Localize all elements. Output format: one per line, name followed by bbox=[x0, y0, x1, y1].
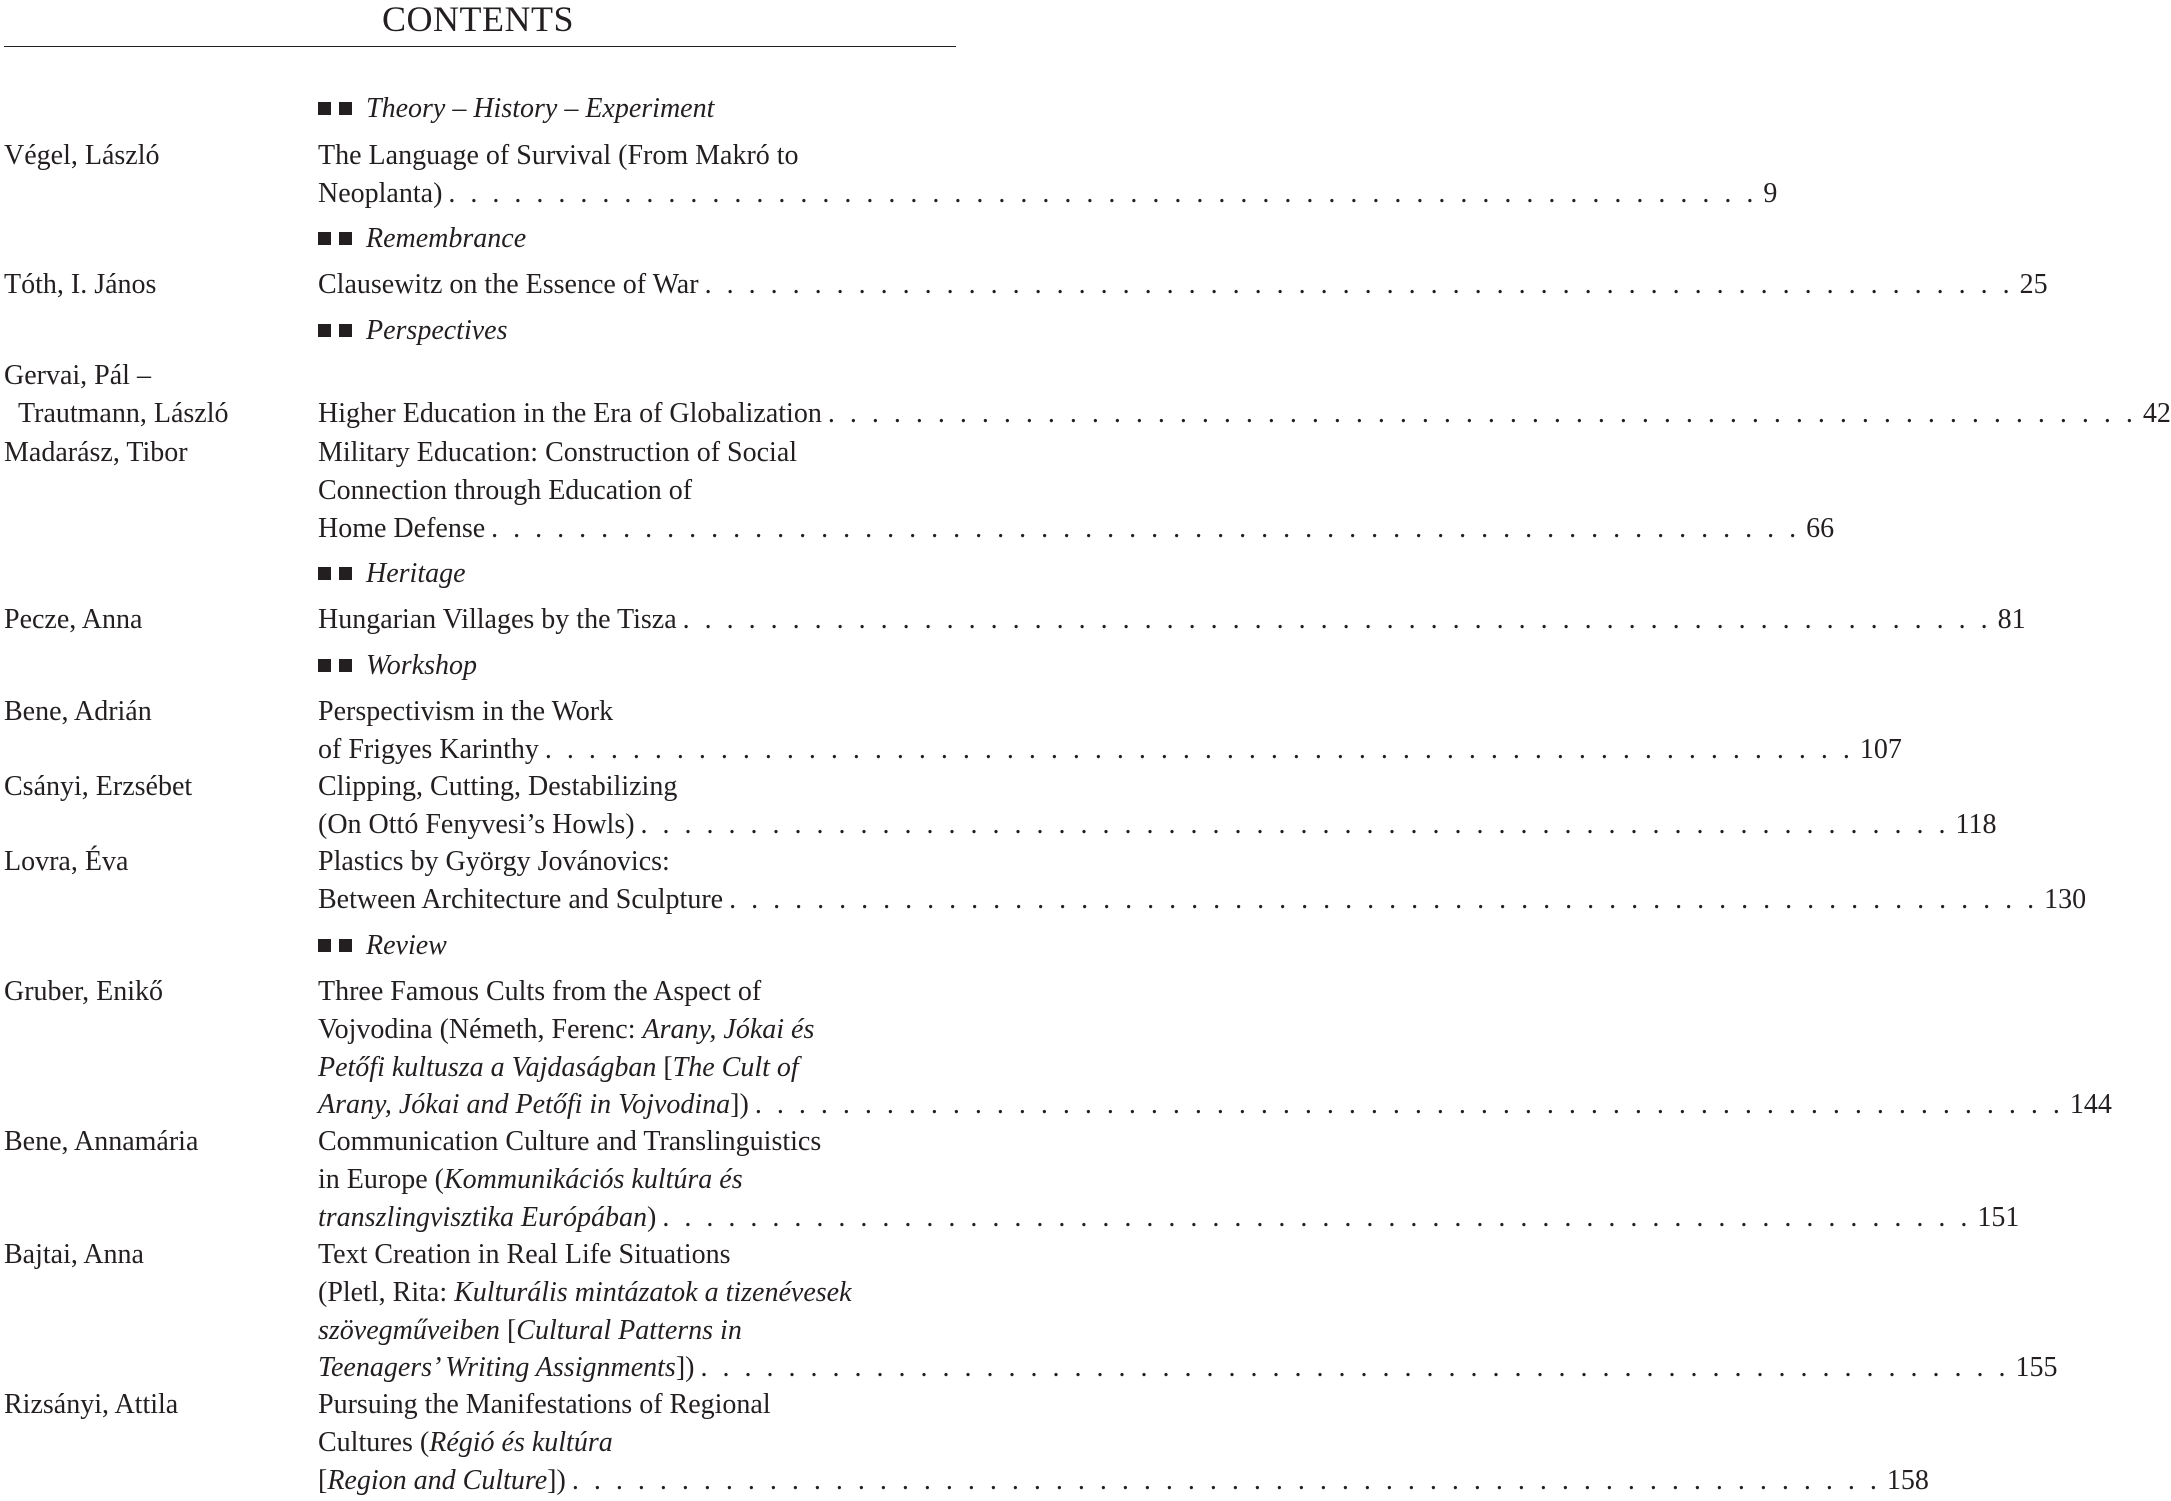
entry-title-text: Hungarian Villages by the Tisza bbox=[318, 604, 677, 635]
entry-title-italic: Teenagers’ Writing Assignments bbox=[318, 1352, 676, 1384]
bullet-square-icon bbox=[339, 567, 352, 580]
entry-title-italic: szövegműveiben bbox=[318, 1314, 500, 1346]
toc-entry-line bbox=[318, 1386, 956, 1424]
section-heading bbox=[318, 90, 714, 128]
entry-title-text: of Frigyes Karinthy bbox=[318, 733, 539, 765]
entry-title bbox=[318, 881, 723, 919]
toc-entry-last-line bbox=[318, 601, 2026, 639]
entry-title-text: Vojvodina (Németh, Ferenc: bbox=[318, 1013, 643, 1045]
dot-leader: . . . . . . . . . . . . . . . . . . . . . . . . . . . . . . . . . . . . . . . . . . . . . . . . . . . . . . . . . . . . bbox=[662, 1201, 1972, 1233]
entry-title-text: in Europe ( bbox=[318, 1163, 444, 1195]
toc-entry-line bbox=[318, 137, 956, 175]
toc-entry-line bbox=[318, 1161, 956, 1199]
entry-title-text: ) bbox=[647, 1201, 657, 1233]
toc-entry-line bbox=[318, 434, 956, 472]
bullet-square-icon bbox=[318, 567, 331, 580]
dot-leader: . . . . . . . . . . . . . . . . . . . . . . . . . . . . . . . . . . . . . . . . . . . . . . . . . . . . . . . . . . . . bbox=[827, 398, 2137, 429]
entry-title-text: Cultures ( bbox=[318, 1426, 430, 1458]
dot-leader: . . . . . . . . . . . . . . . . . . . . . . . . . . . . . . . . . . . . . . . . . . . . . . . . . . . . . . . . . . . . bbox=[544, 733, 1854, 765]
entry-title-italic: Petőfi kultusza a Vajdaságban bbox=[318, 1051, 657, 1083]
section-heading-label: Perspectives bbox=[366, 315, 508, 346]
entry-title-text: Neoplanta) bbox=[318, 177, 443, 209]
toc-entry-line bbox=[318, 768, 956, 806]
toc-entry-last-line bbox=[318, 1349, 2058, 1387]
title-rule bbox=[4, 46, 956, 47]
entry-title-text: ]) bbox=[675, 1352, 695, 1384]
section-heading bbox=[318, 555, 466, 593]
entry-title-text: (Pletl, Rita: bbox=[318, 1276, 455, 1308]
entry-title-text: Clausewitz on the Essence of War bbox=[318, 269, 699, 300]
dot-leader: . . . . . . . . . . . . . . . . . . . . . . . . . . . . . . . . . . . . . . . . . . . . . . . . . . . . . . . . . . . . bbox=[754, 1089, 2064, 1121]
entry-title-text: Three Famous Cults from the Aspect of bbox=[318, 976, 762, 1007]
toc-entry-line bbox=[318, 1236, 956, 1274]
bullet-square-icon bbox=[339, 324, 352, 337]
page-number: 66 bbox=[1806, 512, 1835, 544]
dot-leader: . . . . . . . . . . . . . . . . . . . . . . . . . . . . . . . . . . . . . . . . . . . . . . . . . . . . . . . . . . . . bbox=[704, 269, 2014, 300]
author-name: Tóth, I. János bbox=[4, 269, 157, 300]
toc-entry-line bbox=[318, 472, 956, 510]
toc-entry-last-line bbox=[318, 806, 1997, 844]
entry-title-text: Military Education: Construction of Social bbox=[318, 437, 798, 468]
entry-title-text: ]) bbox=[547, 1464, 566, 1496]
entry-title-text: Pursuing the Manifestations of Regional bbox=[318, 1389, 771, 1420]
entry-title-italic: Régió és kultúra bbox=[429, 1426, 613, 1458]
author-name: Trautmann, László bbox=[18, 397, 229, 429]
toc-entry-last-line bbox=[318, 510, 1835, 548]
page-number: 144 bbox=[2069, 1089, 2112, 1121]
author-name: Pecze, Anna bbox=[4, 604, 143, 635]
toc-entry-last-line bbox=[318, 1462, 1929, 1500]
section-heading bbox=[318, 220, 526, 258]
page-number: 158 bbox=[1886, 1464, 1929, 1496]
entry-title-italic: Kommunikációs kultúra és bbox=[443, 1163, 743, 1195]
page-number: 151 bbox=[1977, 1201, 2020, 1233]
page-number: 107 bbox=[1859, 733, 1902, 765]
toc-entry-last-line bbox=[318, 731, 1902, 769]
entry-title-text: Perspectivism in the Work bbox=[318, 696, 614, 727]
section-heading-label: Workshop bbox=[366, 650, 477, 681]
entry-title-italic: Region and Culture bbox=[327, 1464, 548, 1496]
toc-entry-line bbox=[318, 693, 956, 731]
entry-title bbox=[318, 1199, 656, 1237]
author-name: Bene, Annamária bbox=[4, 1126, 199, 1157]
section-heading bbox=[318, 312, 508, 350]
dot-leader: . . . . . . . . . . . . . . . . . . . . . . . . . . . . . . . . . . . . . . . . . . . . . . . . . . . . . . . . . . . . bbox=[700, 1352, 2010, 1384]
section-heading-label: Review bbox=[366, 930, 447, 961]
entry-title-text: [ bbox=[499, 1314, 517, 1346]
entry-title-text: (On Ottó Fenyvesi’s Howls) bbox=[318, 808, 635, 840]
toc-entry-last-line bbox=[318, 266, 2048, 304]
bullet-square-icon bbox=[318, 232, 331, 245]
entry-title-italic: Arany, Jókai and Petőfi in Vojvodina bbox=[318, 1089, 731, 1121]
entry-title-text: Home Defense bbox=[318, 512, 486, 544]
bullet-square-icon bbox=[339, 102, 352, 115]
author-name: Bajtai, Anna bbox=[4, 1239, 144, 1270]
page-number: 9 bbox=[1763, 177, 1778, 209]
section-heading-label: Remembrance bbox=[366, 223, 527, 254]
dot-leader: . . . . . . . . . . . . . . . . . . . . . . . . . . . . . . . . . . . . . . . . . . . . . . . . . . . . . . . . . . . . bbox=[682, 604, 1992, 635]
section-heading bbox=[318, 927, 447, 965]
page-number: 42 bbox=[2142, 398, 2171, 429]
author-name: Bene, Adrián bbox=[4, 696, 152, 727]
entry-title-text: Text Creation in Real Life Situations bbox=[318, 1239, 731, 1270]
entry-title bbox=[318, 1462, 566, 1500]
entry-title-text: Plastics by György Jovánovics: bbox=[318, 846, 670, 877]
page-number: 25 bbox=[2019, 269, 2048, 300]
section-heading-label: Theory – History – Experiment bbox=[366, 93, 715, 124]
entry-title-text: [ bbox=[656, 1051, 673, 1083]
dot-leader: . . . . . . . . . . . . . . . . . . . . . . . . . . . . . . . . . . . . . . . . . . . . . . . . . . . . . . . . . . . . bbox=[571, 1464, 1881, 1496]
page-number: 155 bbox=[2015, 1352, 2058, 1384]
author-name: Gruber, Enikő bbox=[4, 976, 164, 1007]
section-heading bbox=[318, 647, 477, 685]
toc-entry-line bbox=[318, 843, 956, 881]
dot-leader: . . . . . . . . . . . . . . . . . . . . . . . . . . . . . . . . . . . . . . . . . . . . . . . . . . . . . . . . . . . . bbox=[640, 808, 1950, 840]
page-title: CONTENTS bbox=[382, 0, 574, 39]
dot-leader: . . . . . . . . . . . . . . . . . . . . . . . . . . . . . . . . . . . . . . . . . . . . . . . . . . . . . . . . . . . . bbox=[729, 883, 2039, 915]
entry-title bbox=[318, 266, 699, 304]
bullet-square-icon bbox=[339, 939, 352, 952]
entry-title-italic: Cultural Patterns in bbox=[516, 1314, 742, 1346]
entry-title-text: Communication Culture and Translinguistics bbox=[318, 1126, 822, 1157]
entry-title-italic: The Cult of bbox=[672, 1051, 799, 1083]
bullet-square-icon bbox=[339, 232, 352, 245]
entry-title-text: [ bbox=[318, 1464, 328, 1496]
entry-title-text: Between Architecture and Sculpture bbox=[318, 883, 724, 915]
author-name: Madarász, Tibor bbox=[4, 437, 188, 468]
toc-entry-last-line bbox=[318, 881, 2087, 919]
section-heading-label: Heritage bbox=[366, 558, 466, 589]
bullet-square-icon bbox=[339, 659, 352, 672]
toc-entry-line bbox=[318, 1123, 956, 1161]
entry-title bbox=[318, 731, 539, 769]
author-name: Végel, László bbox=[4, 140, 160, 171]
author-name: Gervai, Pál – bbox=[4, 360, 151, 391]
entry-title-italic: Kulturális mintázatok a tizenévesek bbox=[454, 1276, 852, 1308]
toc-entry-last-line bbox=[318, 1199, 2020, 1237]
entry-title-text: Connection through Education of bbox=[318, 474, 693, 506]
dot-leader: . . . . . . . . . . . . . . . . . . . . . . . . . . . . . . . . . . . . . . . . . . . . . . . . . . . . . . . . . . . . bbox=[491, 512, 1801, 544]
entry-title bbox=[318, 1349, 694, 1387]
author-name: Rizsányi, Attila bbox=[4, 1389, 179, 1420]
bullet-square-icon bbox=[318, 102, 331, 115]
toc-entry-last-line bbox=[318, 1086, 2112, 1124]
toc-entry-last-line bbox=[318, 175, 1778, 213]
entry-title bbox=[318, 601, 677, 639]
toc-entry-line bbox=[318, 1274, 956, 1312]
page-number: 130 bbox=[2044, 883, 2087, 915]
entry-title bbox=[318, 1086, 749, 1124]
entry-title bbox=[318, 175, 442, 213]
page-number: 81 bbox=[1997, 604, 2026, 635]
toc-entry-line bbox=[318, 1312, 956, 1350]
page-number: 118 bbox=[1955, 808, 1997, 840]
toc-entry-last-line bbox=[318, 395, 2171, 433]
entry-title bbox=[318, 395, 822, 433]
entry-title-text: Higher Education in the Era of Globalization bbox=[318, 398, 822, 429]
toc-entry-line bbox=[318, 1011, 956, 1049]
bullet-square-icon bbox=[318, 324, 331, 337]
toc-entry-line bbox=[318, 1049, 956, 1087]
entry-title-italic: transzlingvisztika Európában bbox=[318, 1201, 648, 1233]
entry-title-text: Clipping, Cutting, Destabilizing bbox=[318, 771, 678, 802]
entry-title bbox=[318, 806, 635, 844]
entry-title-text: ]) bbox=[730, 1089, 749, 1121]
entry-title-text: The Language of Survival (From Makró to bbox=[318, 140, 799, 171]
bullet-square-icon bbox=[318, 939, 331, 952]
dot-leader: . . . . . . . . . . . . . . . . . . . . . . . . . . . . . . . . . . . . . . . . . . . . . . . . . . . . . . . . . . . . bbox=[448, 177, 1758, 209]
toc-entry-line bbox=[318, 1424, 956, 1462]
entry-title bbox=[318, 510, 485, 548]
author-name: Lovra, Éva bbox=[4, 846, 129, 877]
author-name: Csányi, Erzsébet bbox=[4, 771, 193, 802]
toc-entry-line bbox=[318, 973, 956, 1011]
entry-title-italic: Arany, Jókai és bbox=[642, 1013, 815, 1045]
bullet-square-icon bbox=[318, 659, 331, 672]
